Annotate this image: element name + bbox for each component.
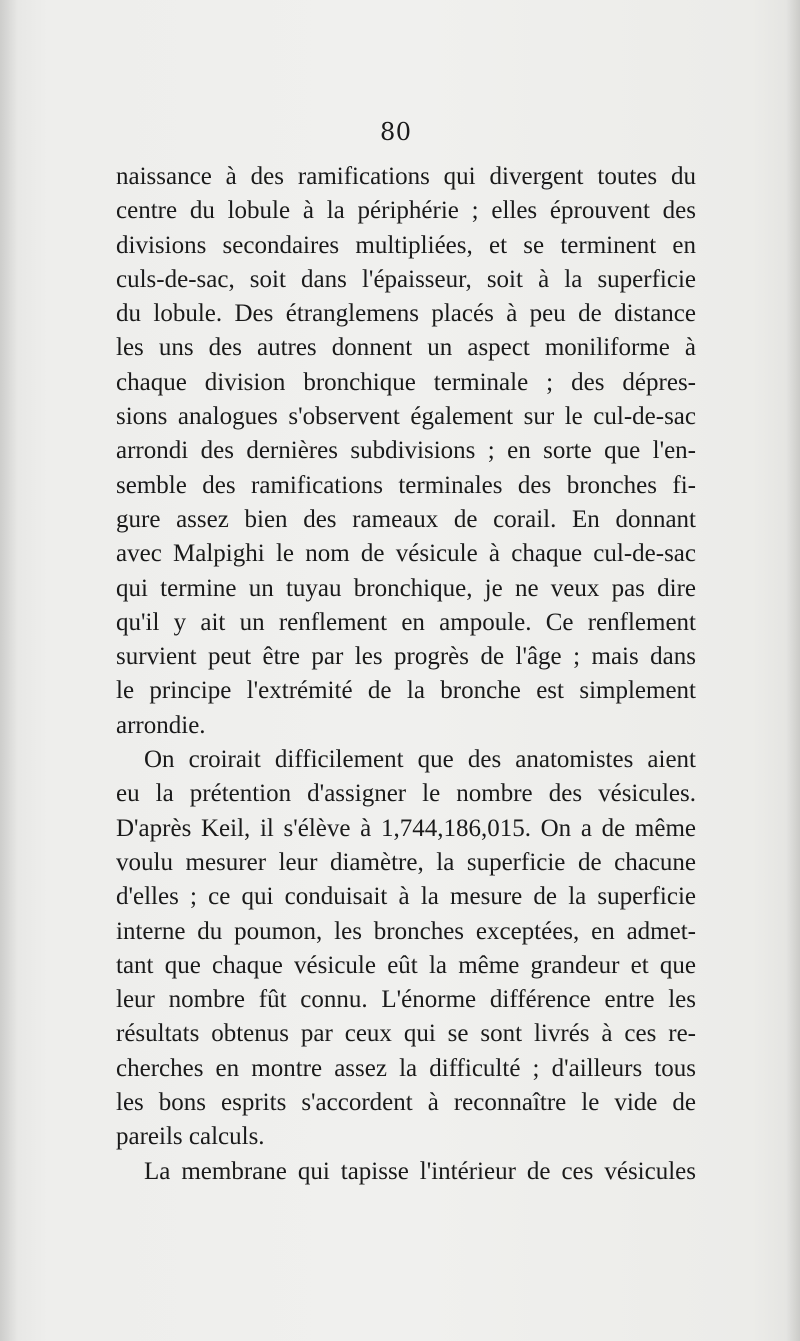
- text-line: semble des ramifications terminales des bronches fi-: [116, 471, 696, 499]
- paragraph-1: [116, 160, 696, 743]
- text-line: le principe l'extrémité de la bronche est simplement: [116, 677, 696, 705]
- text-line: eu la prétention d'assigner le nombre des vésicules.: [116, 780, 696, 808]
- text-line: résultats obtenus par ceux qui se sont livrés à ces re-: [116, 1020, 696, 1048]
- text-line: les bons esprits s'accordent à reconnaître le vide de: [116, 1089, 696, 1117]
- text-line: pareils calculs.: [116, 1123, 265, 1151]
- text-line: qui termine un tuyau bronchique, je ne veux pas dire: [116, 574, 696, 602]
- text-line: chaque division bronchique terminale ; des dépres-: [116, 368, 696, 396]
- text-line: du lobule. Des étranglemens placés à peu de distance: [116, 300, 696, 328]
- text-line: voulu mesurer leur diamètre, la superficie de chacune: [116, 848, 696, 876]
- text-line: survient peut être par les progrès de l'âge ; mais dans: [116, 643, 696, 671]
- text-line: interne du poumon, les bronches exceptées, en admet-: [116, 917, 696, 945]
- text-line: naissance à des ramifications qui divergent toutes du: [116, 163, 696, 190]
- text-line: culs-de-sac, soit dans l'épaisseur, soit à la superficie: [116, 265, 696, 293]
- paragraph-2: [116, 743, 696, 1155]
- text-line: gure assez bien des rameaux de corail. En donnant: [116, 505, 696, 533]
- text-line: On croirait difficilement que des anatomistes aient: [144, 746, 696, 774]
- paragraph-3: [116, 1155, 696, 1189]
- text-line: sions analogues s'observent également sur le cul-de-sac: [116, 403, 696, 431]
- text-line: cherches en montre assez la difficulté ; d'ailleurs tous: [116, 1054, 696, 1082]
- text-line: D'après Keil, il s'élève à 1,744,186,015. On a de même: [116, 814, 696, 842]
- page-edge-shadow-left: [0, 0, 18, 1341]
- page-number: 80: [380, 118, 412, 146]
- text-line: d'elles ; ce qui conduisait à la mesure de la superficie: [116, 883, 696, 911]
- text-line: arrondi des dernières subdivisions ; en sorte que l'en-: [116, 437, 696, 465]
- text-line: leur nombre fût connu. L'énorme différence entre les: [116, 986, 696, 1014]
- text-line: les uns des autres donnent un aspect moniliforme à: [116, 334, 696, 362]
- text-line: La membrane qui tapisse l'intérieur de ces vésicules: [144, 1157, 696, 1185]
- text-line: qu'il y ait un renflement en ampoule. Ce renflement: [116, 608, 696, 636]
- text-line: centre du lobule à la périphérie ; elles éprouvent des: [116, 197, 696, 225]
- page-edge-shadow-right: [786, 0, 800, 1341]
- text-line: avec Malpighi le nom de vésicule à chaque cul-de-sac: [116, 540, 696, 568]
- text-line: tant que chaque vésicule eût la même grandeur et que: [116, 951, 696, 979]
- body-text: [116, 160, 696, 1189]
- text-line: arrondie.: [116, 711, 206, 739]
- text-line: divisions secondaires multipliées, et se terminent en: [116, 231, 696, 259]
